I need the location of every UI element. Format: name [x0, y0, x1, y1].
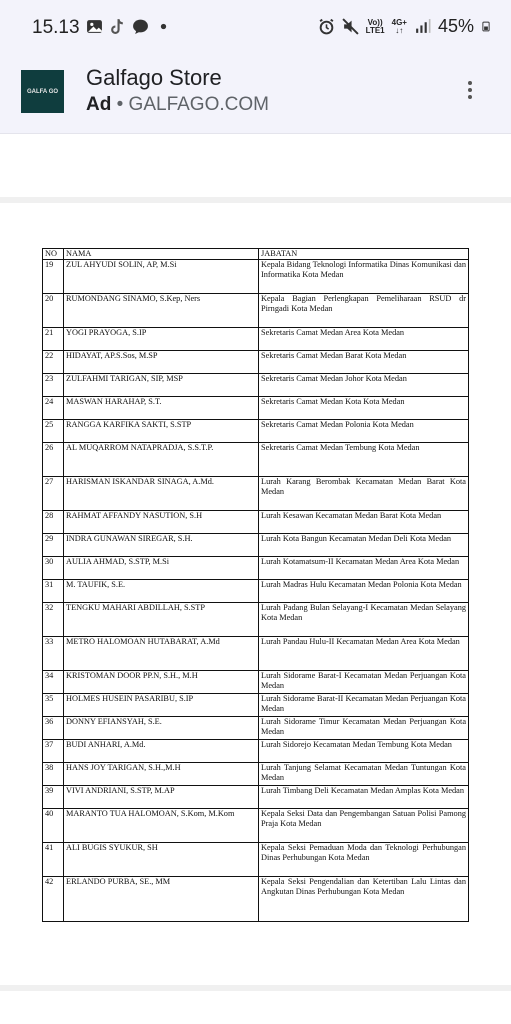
ad-domain[interactable]: GALFAGO.COM — [128, 94, 269, 115]
notification-icons — [86, 18, 172, 35]
cell-jabatan: Lurah Timbang Deli Kecamatan Medan Amplas Kota Medan — [259, 786, 469, 809]
cell-nama: AULIA AHMAD, S.STP, M.Si — [64, 557, 259, 580]
cell-jabatan: Lurah Sidorame Barat-II Kecamatan Medan Perjuangan Kota Medan — [259, 694, 469, 717]
table-row — [43, 786, 469, 809]
tiktok-icon — [109, 18, 126, 35]
table-row — [43, 557, 469, 580]
data-indicator — [392, 19, 407, 35]
advertiser-name[interactable]: Galfago Store — [86, 65, 222, 90]
cell-no: 23 — [43, 374, 64, 397]
cell-nama: RANGGA KARFIKA SAKTI, S.STP — [64, 420, 259, 443]
status-bar — [0, 0, 511, 56]
ad-banner[interactable] — [0, 56, 511, 134]
cell-jabatan: Lurah Kotamatsum-II Kecamatan Medan Area Kota Medan — [259, 557, 469, 580]
cell-no: 25 — [43, 420, 64, 443]
cell-no: 33 — [43, 637, 64, 671]
lte-label: LTE1 — [365, 25, 385, 35]
cell-nama: HOLMES HUSEIN PASARIBU, S.IP — [64, 694, 259, 717]
cell-jabatan: Kepala Seksi Pengendalian dan Ketertiban Lalu Lintas dan Angkutan Dinas Perhubungan Kota Medan — [259, 877, 469, 922]
cell-no: 26 — [43, 443, 64, 477]
cell-no: 40 — [43, 809, 64, 843]
cell-no: 41 — [43, 843, 64, 877]
ad-label: Ad — [86, 94, 112, 115]
cell-jabatan: Sekretaris Camat Medan Johor Kota Medan — [259, 374, 469, 397]
battery-icon — [481, 18, 491, 35]
cell-jabatan: Lurah Tanjung Selamat Kecamatan Medan Tuntungan Kota Medan — [259, 763, 469, 786]
cell-nama: RUMONDANG SINAMO, S.Kep, Ners — [64, 294, 259, 328]
volte-label: Vo)) — [367, 17, 383, 27]
table-row — [43, 260, 469, 294]
table-row — [43, 671, 469, 694]
cell-jabatan: Lurah Pandau Hulu-II Kecamatan Medan Area Kota Medan — [259, 637, 469, 671]
cell-jabatan: Lurah Sidorejo Kecamatan Medan Tembung Kota Medan — [259, 740, 469, 763]
table-row — [43, 374, 469, 397]
cell-no: 27 — [43, 477, 64, 511]
cell-jabatan: Sekretaris Camat Medan Polonia Kota Medan — [259, 420, 469, 443]
table-row — [43, 511, 469, 534]
dot-icon — [155, 18, 172, 35]
cell-no: 32 — [43, 603, 64, 637]
more-options-icon[interactable] — [462, 78, 478, 102]
cell-nama: M. TAUFIK, S.E. — [64, 580, 259, 603]
cell-nama: KRISTOMAN DOOR PP.N, S.H., M.H — [64, 671, 259, 694]
table-row — [43, 877, 469, 922]
officials-table — [42, 248, 469, 922]
cell-nama: HIDAYAT, AP.S.Sos, M.SP — [64, 351, 259, 374]
cell-no: 22 — [43, 351, 64, 374]
table-row — [43, 843, 469, 877]
data-type-label: 4G+ — [391, 17, 407, 27]
cell-jabatan: Sekretaris Camat Medan Tembung Kota Medan — [259, 443, 469, 477]
table-body — [43, 249, 469, 922]
cell-jabatan: Lurah Karang Berombak Kecamatan Medan Barat Kota Medan — [259, 477, 469, 511]
cell-no: 39 — [43, 786, 64, 809]
header-no: NO — [43, 249, 64, 260]
cell-jabatan: Sekretaris Camat Medan Area Kota Medan — [259, 328, 469, 351]
ad-separator: • — [116, 94, 124, 115]
cell-nama: ERLANDO PURBA, SE., MM — [64, 877, 259, 922]
table-row — [43, 694, 469, 717]
table-row — [43, 717, 469, 740]
cell-nama: DONNY EFIANSYAH, S.E. — [64, 717, 259, 740]
advertiser-logo[interactable] — [21, 70, 64, 113]
cell-nama: YOGI PRAYOGA, S.IP — [64, 328, 259, 351]
cell-no: 36 — [43, 717, 64, 740]
table-row — [43, 477, 469, 511]
data-arrows-icon: ↓↑ — [395, 25, 404, 35]
cell-jabatan: Kepala Bagian Perlengkapan Pemeliharaan RSUD dr Pirngadi Kota Medan — [259, 294, 469, 328]
battery-percent: 45% — [437, 16, 474, 36]
table-row — [43, 763, 469, 786]
cell-nama: VIVI ANDRIANI, S.STP, M.AP — [64, 786, 259, 809]
mute-icon — [342, 18, 359, 35]
cell-no: 19 — [43, 260, 64, 294]
cell-jabatan: Lurah Kota Bangun Kecamatan Medan Deli Kota Medan — [259, 534, 469, 557]
cell-jabatan: Kepala Seksi Data dan Pengembangan Satuan Polisi Pamong Praja Kota Medan — [259, 809, 469, 843]
cell-jabatan: Lurah Sidorame Timur Kecamatan Medan Perjuangan Kota Medan — [259, 717, 469, 740]
table-row — [43, 351, 469, 374]
cell-nama: ZUL AHYUDI SOLIN, AP, M.Si — [64, 260, 259, 294]
cell-no: 30 — [43, 557, 64, 580]
cell-no: 38 — [43, 763, 64, 786]
table-row — [43, 580, 469, 603]
cell-no: 21 — [43, 328, 64, 351]
table-row — [43, 294, 469, 328]
table-row — [43, 740, 469, 763]
messenger-icon — [132, 18, 149, 35]
table-row — [43, 443, 469, 477]
cell-jabatan: Lurah Kesawan Kecamatan Medan Barat Kota Medan — [259, 511, 469, 534]
section-divider-bottom — [0, 985, 511, 991]
status-time: 15.13 — [32, 17, 80, 38]
cell-no: 31 — [43, 580, 64, 603]
cell-nama: ALI BUGIS SYUKUR, SH — [64, 843, 259, 877]
cell-jabatan: Kepala Bidang Teknologi Informatika Dinas Komunikasi dan Informatika Kota Medan — [259, 260, 469, 294]
cell-nama: HANS JOY TARIGAN, S.H.,M.H — [64, 763, 259, 786]
gallery-icon — [86, 18, 103, 35]
system-icons — [318, 16, 491, 37]
cell-nama: AL MUQARROM NATAPRADJA, S.S.T.P. — [64, 443, 259, 477]
logo-text: GALFA GO — [26, 88, 59, 95]
cell-nama: MARANTO TUA HALOMOAN, S.Kom, M.Kom — [64, 809, 259, 843]
ad-subtitle — [86, 94, 269, 116]
cell-nama: METRO HALOMOAN HUTABARAT, A.Md — [64, 637, 259, 671]
table-header-row — [43, 249, 469, 260]
cell-nama: MASWAN HARAHAP, S.T. — [64, 397, 259, 420]
table-row — [43, 420, 469, 443]
cell-no: 35 — [43, 694, 64, 717]
cell-no: 42 — [43, 877, 64, 922]
cell-jabatan: Lurah Padang Bulan Selayang-I Kecamatan Medan Selayang Kota Medan — [259, 603, 469, 637]
cell-no: 34 — [43, 671, 64, 694]
table-row — [43, 328, 469, 351]
cell-nama: HARISMAN ISKANDAR SINAGA, A.Md. — [64, 477, 259, 511]
volte-indicator — [366, 19, 385, 35]
cell-jabatan: Lurah Sidorame Barat-I Kecamatan Medan Perjuangan Kota Medan — [259, 671, 469, 694]
cell-jabatan: Sekretaris Camat Medan Barat Kota Medan — [259, 351, 469, 374]
cell-jabatan: Lurah Madras Hulu Kecamatan Medan Polonia Kota Medan — [259, 580, 469, 603]
cell-nama: TENGKU MAHARI ABDILLAH, S.STP — [64, 603, 259, 637]
cell-no: 20 — [43, 294, 64, 328]
table-row — [43, 809, 469, 843]
section-divider — [0, 197, 511, 203]
cell-no: 28 — [43, 511, 64, 534]
table-row — [43, 397, 469, 420]
cell-no: 24 — [43, 397, 64, 420]
cell-nama: INDRA GUNAWAN SIREGAR, S.H. — [64, 534, 259, 557]
cell-no: 37 — [43, 740, 64, 763]
alarm-icon — [318, 18, 335, 35]
signal-icon — [414, 18, 431, 35]
cell-jabatan: Sekretaris Camat Medan Kota Kota Medan — [259, 397, 469, 420]
header-jabatan: JABATAN — [259, 249, 469, 260]
cell-jabatan: Kepala Seksi Pemaduan Moda dan Teknologi Perhubungan Dinas Perhubungan Kota Medan — [259, 843, 469, 877]
cell-no: 29 — [43, 534, 64, 557]
table-row — [43, 603, 469, 637]
cell-nama: RAHMAT AFFANDY NASUTION, S.H — [64, 511, 259, 534]
cell-nama: BUDI ANHARI, A.Md. — [64, 740, 259, 763]
header-nama: NAMA — [64, 249, 259, 260]
table-row — [43, 534, 469, 557]
cell-nama: ZULFAHMI TARIGAN, SIP, MSP — [64, 374, 259, 397]
table-row — [43, 637, 469, 671]
